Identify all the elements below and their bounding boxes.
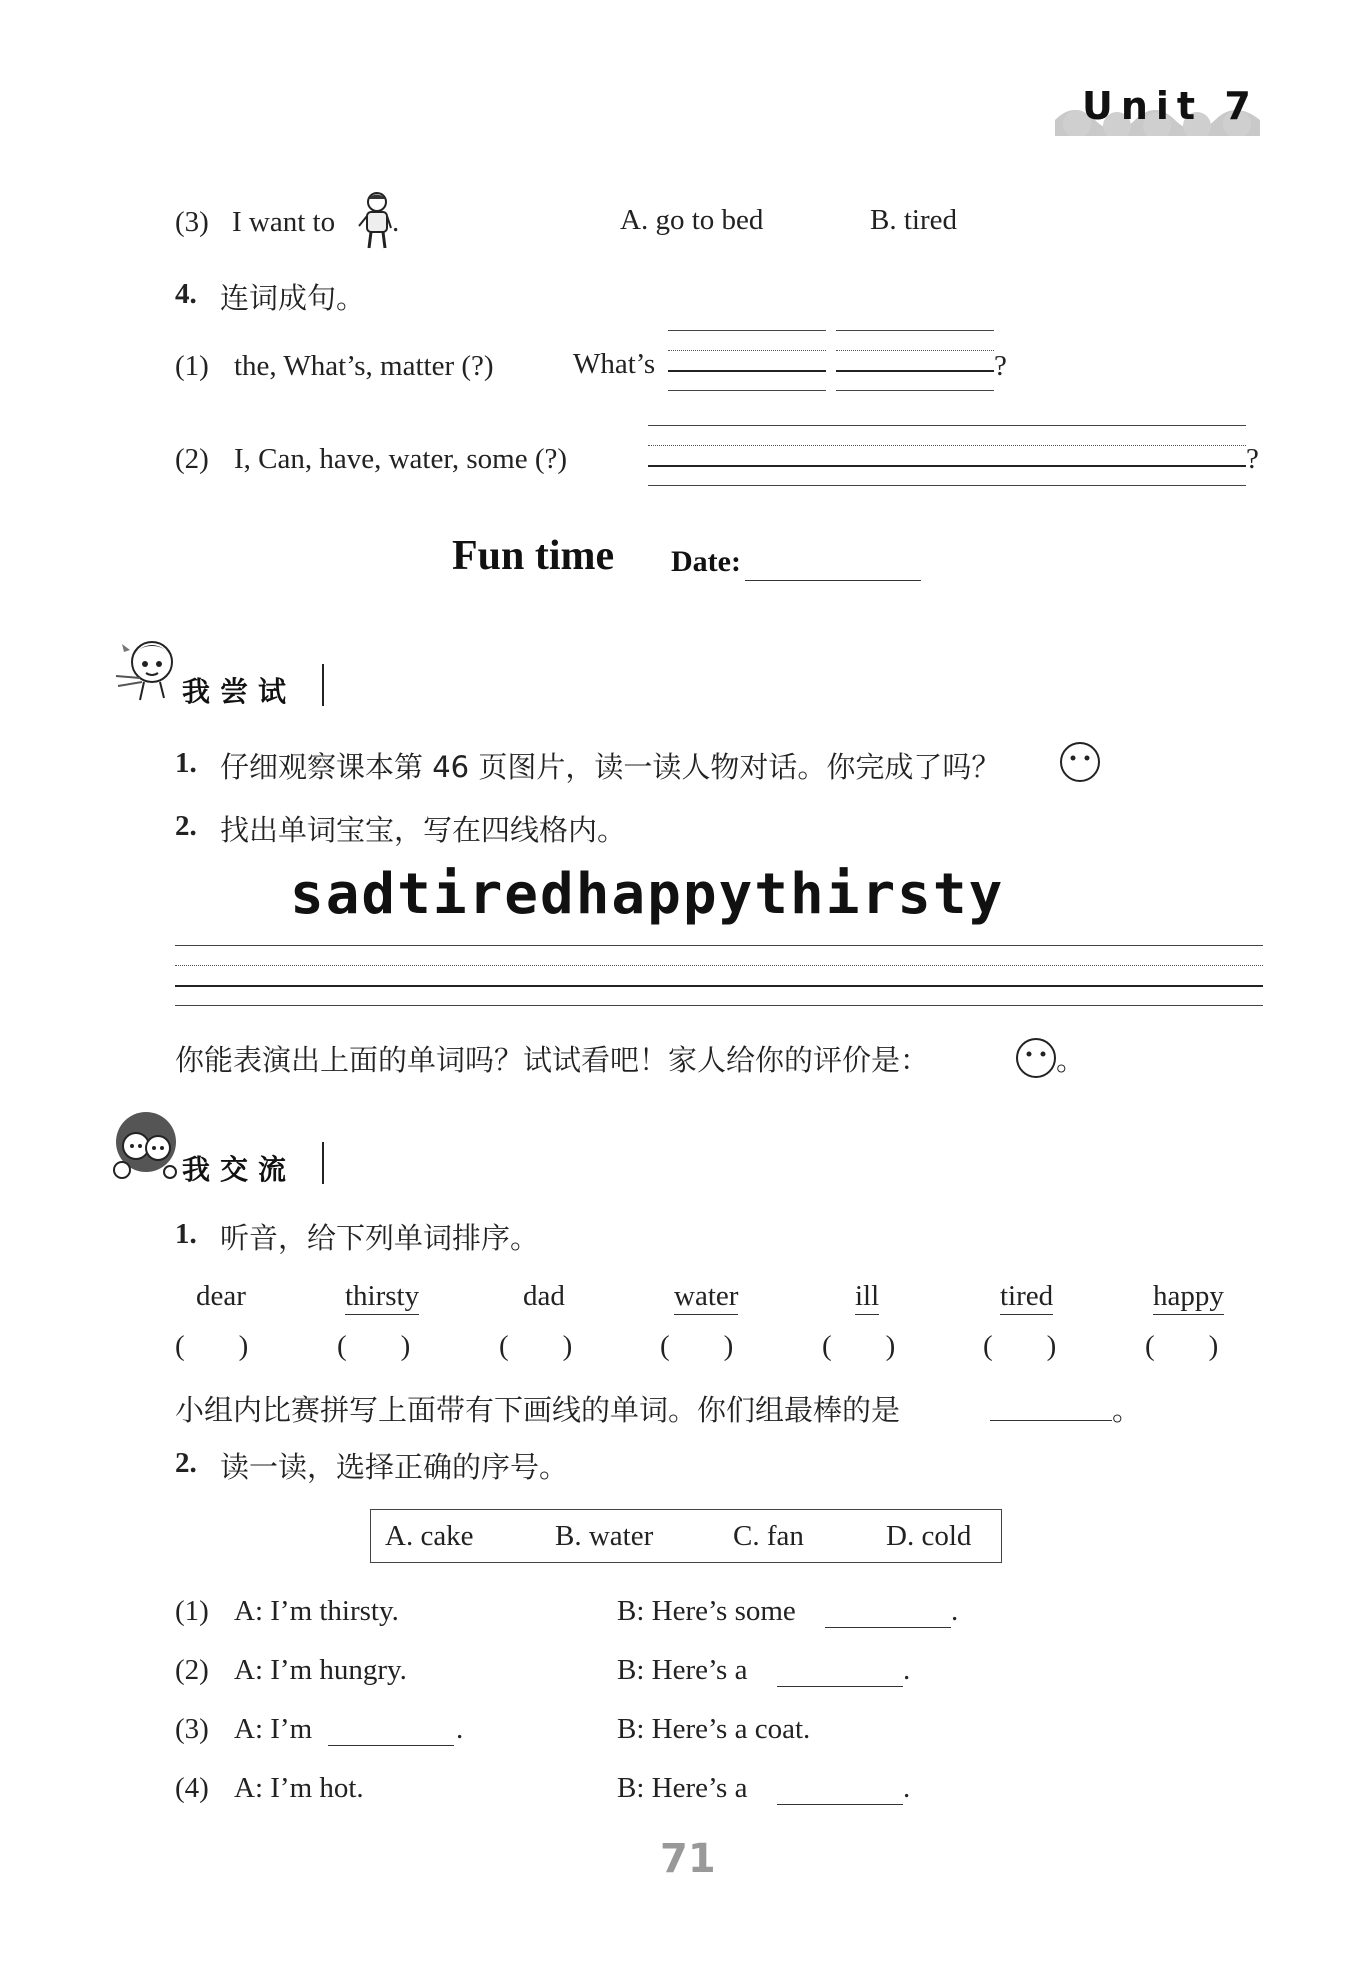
q3-option-a: A. go to bed [620,204,764,236]
try-q1-text: 仔细观察课本第 46 页图片，读一读人物对话。你完成了吗？ [220,750,1001,784]
order-paren[interactable]: ( ) [337,1330,411,1362]
answer-blank[interactable] [825,1627,951,1628]
try-q1-number: 1. [175,747,197,779]
q4-2-end: ? [1246,443,1259,475]
word-item: water [674,1280,738,1315]
dialog-b: B: Here’s a [617,1772,748,1804]
option-d: D. cold [886,1520,972,1552]
talk-q1-text: 听音，给下列单词排序。 [220,1221,540,1255]
section-heading-talk: 我交流 [182,1153,297,1186]
order-paren[interactable]: ( ) [660,1330,734,1362]
q4-2-prefix: (2) [175,443,209,475]
q4-2-words: I, Can, have, water, some (?) [234,443,568,475]
perform-end: 。 [1056,1043,1086,1077]
order-paren[interactable]: ( ) [822,1330,896,1362]
word-item: tired [1000,1280,1053,1315]
date-label: Date: [671,545,741,578]
word-item: dad [523,1280,565,1312]
dialog-b-end: . [903,1772,911,1804]
order-paren[interactable]: ( ) [1145,1330,1219,1362]
try-q2-number: 2. [175,810,197,842]
dialog-number: (3) [175,1713,209,1745]
q3-end: . [392,206,400,238]
answer-blank[interactable] [777,1804,903,1805]
four-line-grid-words[interactable] [175,945,1263,1007]
compete-text: 小组内比赛拼写上面带有下画线的单词。你们组最棒的是 [175,1393,901,1427]
talk-q2-number: 2. [175,1447,197,1479]
word-item: happy [1153,1280,1224,1315]
girl-mascot-icon [112,632,184,704]
page-number: 71 [660,1836,716,1882]
dialog-number: (2) [175,1654,209,1686]
four-line-grid-q4-1b[interactable] [836,330,994,392]
q4-1-start: What’s [573,348,656,380]
q3-prefix: (3) [175,206,209,238]
talk-q2-text: 读一读，选择正确的序号。 [220,1450,569,1484]
dialog-b-end: . [951,1595,959,1627]
dialog-a: A: I’m hot. [234,1772,364,1804]
talk-q1-number: 1. [175,1218,197,1250]
four-line-grid-q4-1a[interactable] [668,330,826,392]
option-b: B. water [555,1520,654,1552]
dialog-a: A: I’m [234,1713,313,1745]
smiley-face-icon[interactable] [1058,740,1102,784]
order-paren[interactable]: ( ) [983,1330,1057,1362]
dialog-number: (4) [175,1772,209,1804]
q4-title: 连词成句。 [220,281,366,315]
fun-time-title: Fun time [452,533,615,579]
order-paren[interactable]: ( ) [175,1330,249,1362]
section-bar-try [322,664,324,706]
section-bar-talk [322,1142,324,1184]
date-field[interactable] [745,580,921,581]
best-group-blank[interactable] [990,1420,1112,1421]
dialog-a: A: I’m hungry. [234,1654,407,1686]
answer-blank[interactable] [777,1686,903,1687]
perform-text: 你能表演出上面的单词吗？试试看吧！家人给你的评价是： [175,1043,930,1077]
word-item: dear [196,1280,246,1312]
boy-figure-icon [355,190,395,252]
dialog-b: B: Here’s a coat. [617,1713,811,1745]
q4-1-prefix: (1) [175,350,209,382]
q4-number: 4. [175,278,197,310]
kids-mascot-icon [110,1108,184,1184]
option-c: C. fan [733,1520,804,1552]
word-item: ill [855,1280,879,1315]
word-string: sadtiredhappythirsty [290,862,1005,927]
dialog-b-end: . [903,1654,911,1686]
dialog-number: (1) [175,1595,209,1627]
unit-title: Unit 7 [1082,84,1259,128]
word-item: thirsty [345,1280,419,1315]
dialog-a: A: I’m thirsty. [234,1595,399,1627]
option-a: A. cake [385,1520,474,1552]
q3-text: I want to [232,206,336,238]
four-line-grid-q4-2[interactable] [648,425,1246,487]
q3-option-b: B. tired [870,204,957,236]
try-q2-text: 找出单词宝宝，写在四线格内。 [220,813,627,847]
order-paren[interactable]: ( ) [499,1330,573,1362]
dialog-a-end: . [456,1713,464,1745]
section-heading-try: 我尝试 [182,675,297,708]
answer-blank[interactable] [328,1745,454,1746]
dialog-b: B: Here’s a [617,1654,748,1686]
smiley-face-icon[interactable] [1014,1036,1058,1080]
compete-end: 。 [1112,1393,1142,1427]
q4-1-end: ? [994,350,1007,382]
dialog-b: B: Here’s some [617,1595,796,1627]
q4-1-words: the, What’s, matter (?) [234,350,494,382]
